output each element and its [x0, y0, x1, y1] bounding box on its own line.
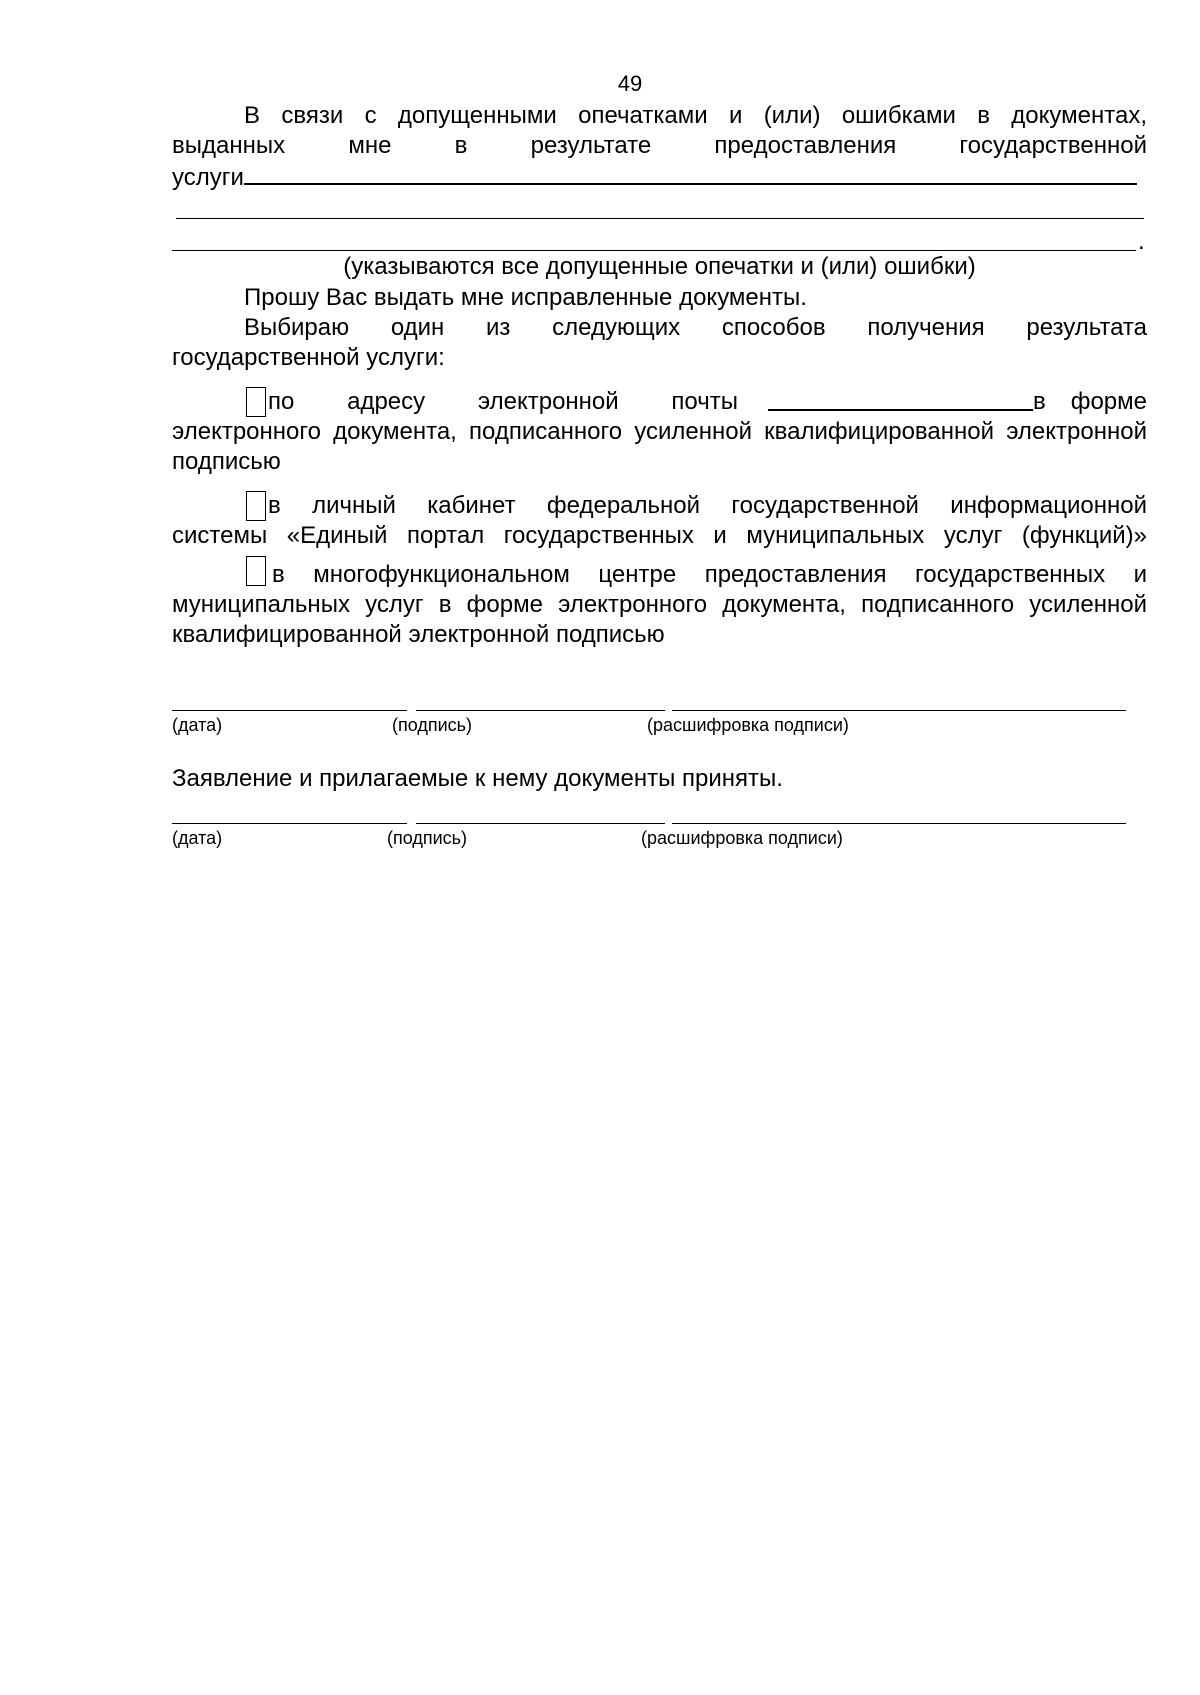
errors-field-line-3[interactable] — [172, 250, 1136, 251]
request-text: Прошу Вас выдать мне исправленные документы. — [244, 284, 807, 311]
choose-line-2: государственной услуги: — [172, 344, 445, 371]
option-portal-line-1: в личный кабинет федеральной государственной информационной — [268, 492, 1147, 519]
errors-field-line-1[interactable] — [244, 161, 1137, 185]
trailing-period: . — [1138, 228, 1145, 255]
intro-line-3-prefix: услуги — [172, 164, 244, 191]
checkbox-portal[interactable] — [246, 491, 266, 521]
option-portal-line-2: системы «Единый портал государственных и муниципальных услуг (функций)» — [172, 522, 1147, 549]
decryption-line-1[interactable] — [672, 710, 1126, 711]
date-label-2: (дата) — [172, 828, 223, 848]
decryption-label-1: (расшифровка подписи) — [647, 715, 849, 735]
date-line-1[interactable] — [172, 710, 407, 711]
decryption-label-2: (расшифровка подписи) — [641, 828, 843, 848]
signature-label-2: (подпись) — [387, 828, 468, 848]
checkbox-mfc[interactable] — [246, 556, 266, 586]
option-portal — [172, 487, 1147, 551]
signature-line-1[interactable] — [416, 710, 665, 711]
checkbox-email[interactable] — [246, 387, 266, 417]
errors-field-line-2[interactable] — [176, 218, 1144, 219]
date-line-2[interactable] — [172, 823, 407, 824]
option-email-suffix: в форме — [1033, 388, 1147, 415]
intro-line-3 — [172, 161, 1147, 193]
intro-line-2: выданных мне в результате предоставления государственной — [172, 132, 1147, 159]
decryption-line-2[interactable] — [672, 823, 1126, 824]
option-mfc — [172, 560, 1147, 650]
signature-label-1: (подпись) — [392, 715, 473, 735]
intro-line-1: В связи с допущенными опечатками и (или) ошибками в документах, — [244, 102, 1147, 129]
choose-line-1: Выбираю один из следующих способов получения результата — [244, 314, 1147, 341]
option-email — [172, 383, 1147, 477]
date-label-1: (дата) — [172, 715, 223, 735]
signature-line-2[interactable] — [416, 823, 665, 824]
page-number: 49 — [617, 71, 643, 96]
option-mfc-text: в многофункциональном центре предоставления государственных и муниципальных услуг в форме электронного документа, подписанного усиленной квалифицированной электронной подписью — [172, 561, 1147, 648]
accepted-text: Заявление и прилагаемые к нему документы приняты. — [172, 765, 783, 792]
email-address-field[interactable] — [768, 387, 1033, 411]
errors-hint: (указываются все допущенные опечатки и (или) ошибки) — [343, 253, 976, 280]
option-email-rest: электронного документа, подписанного усиленной квалифицированной электронной подписью — [172, 418, 1147, 475]
option-email-prefix: по адресу электронной почты — [268, 388, 738, 415]
